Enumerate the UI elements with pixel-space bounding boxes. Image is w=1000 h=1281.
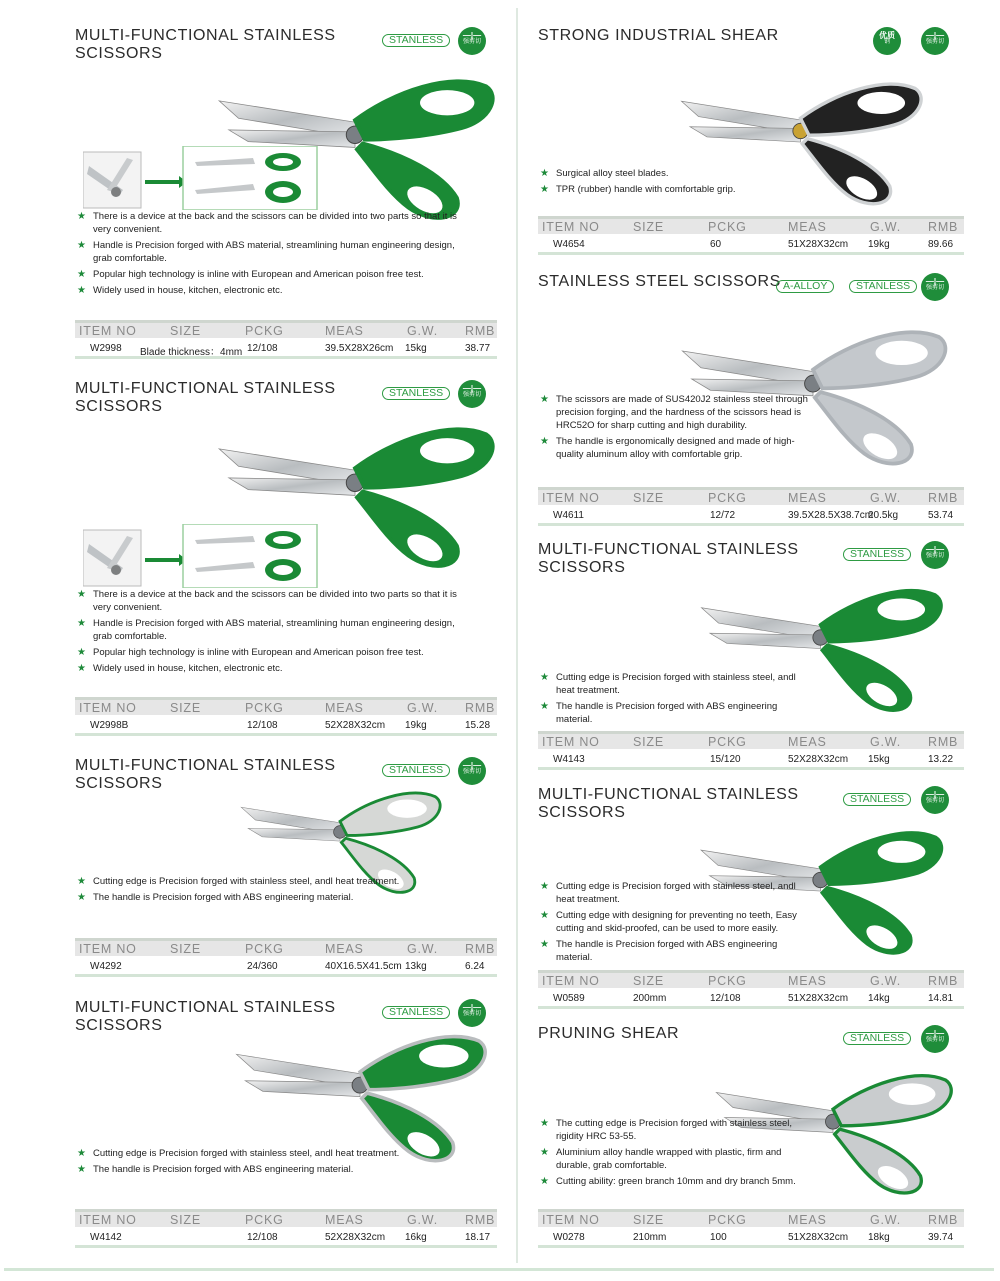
material-badge: STANLESS	[382, 764, 450, 777]
feature-text: The handle is ergonomically designed and made of high-quality aluminum alloy with comfortable grip.	[556, 436, 795, 460]
spec-table	[75, 697, 497, 737]
cell-meas: 52X28X32cm	[325, 720, 386, 731]
logo-caption: 强剪切	[925, 798, 944, 804]
column-header: G.W.	[407, 324, 438, 338]
column-header: ITEM NO	[79, 701, 137, 715]
column-header: MEAS	[325, 701, 364, 715]
cell-gw: 16kg	[405, 1232, 427, 1243]
cell-meas: 39.5X28X26cm	[325, 343, 394, 354]
feature-item	[75, 646, 475, 659]
quality-logo-icon	[921, 1025, 949, 1053]
feature-item	[75, 268, 475, 281]
logo-symbol: —|—	[925, 277, 945, 286]
product-title: MULTI-FUNCTIONAL STAINLESS SCISSORS	[75, 757, 336, 792]
feature-list	[75, 588, 475, 678]
feature-item	[538, 435, 808, 461]
spec-table	[538, 216, 964, 256]
logo-symbol: 优质	[879, 31, 895, 40]
feature-text: Popular high technology is inline with European and American poison free test.	[93, 269, 424, 280]
logo-symbol: —|—	[462, 31, 482, 40]
spec-table-header	[538, 487, 964, 505]
page-bottom-rule	[4, 1268, 994, 1271]
column-header: SIZE	[170, 1213, 201, 1227]
cell-pckg: 12/108	[247, 1232, 278, 1243]
star-bullet-icon: ★	[77, 1148, 86, 1159]
star-bullet-icon: ★	[77, 663, 86, 674]
cell-item: W0278	[553, 1232, 585, 1243]
feature-text: The cutting edge is Precision forged with stainless steel, rigidity HRC 53-55.	[556, 1118, 793, 1142]
cell-rmb: 39.74	[928, 1232, 954, 1243]
logo-caption: 强剪切	[925, 1037, 944, 1043]
column-header: RMB	[928, 735, 959, 749]
feature-text: Cutting edge is Precision forged with stainless steel, andl heat treatment.	[556, 881, 796, 905]
feature-item	[75, 662, 475, 675]
star-bullet-icon: ★	[77, 647, 86, 658]
column-header: G.W.	[870, 220, 901, 234]
column-header: G.W.	[870, 735, 901, 749]
spec-table-row	[75, 1228, 497, 1248]
product-title: MULTI-FUNCTIONAL STAINLESS SCISSORS	[75, 380, 336, 415]
column-header: G.W.	[407, 942, 438, 956]
star-bullet-icon: ★	[540, 910, 549, 921]
star-bullet-icon: ★	[540, 184, 549, 195]
product-title: MULTI-FUNCTIONAL STAINLESS SCISSORS	[538, 786, 799, 821]
star-bullet-icon: ★	[77, 589, 86, 600]
spec-table-header	[538, 970, 964, 988]
column-header: G.W.	[407, 701, 438, 715]
cell-rmb: 53.74	[928, 510, 954, 521]
cell-size: 200mm	[633, 993, 667, 1004]
feature-item	[538, 700, 808, 726]
column-header: ITEM NO	[79, 324, 137, 338]
scissors-product-image	[673, 52, 928, 227]
material-badge: STANLESS	[382, 387, 450, 400]
product-title: MULTI-FUNCTIONAL STAINLESS SCISSORS	[75, 27, 336, 62]
feature-list	[538, 167, 808, 199]
feature-list	[75, 875, 475, 907]
spec-table-row	[538, 750, 964, 770]
feature-item	[538, 1117, 808, 1143]
column-header: RMB	[928, 1213, 959, 1227]
star-bullet-icon: ★	[540, 701, 549, 712]
feature-item	[538, 1146, 808, 1172]
material-badge: STANLESS	[843, 1032, 911, 1045]
material-badge: STANLESS	[843, 548, 911, 561]
column-header: MEAS	[788, 491, 827, 505]
cell-rmb: 89.66	[928, 239, 954, 250]
quality-logo-icon	[458, 27, 486, 55]
spec-table-header	[538, 1209, 964, 1227]
column-header: PCKG	[245, 324, 284, 338]
star-bullet-icon: ★	[540, 881, 549, 892]
feature-item	[75, 891, 475, 904]
material-badge: A-ALLOY	[776, 280, 834, 293]
star-bullet-icon: ★	[540, 394, 549, 405]
column-header: PCKG	[708, 974, 747, 988]
cell-pckg: 12/72	[710, 510, 736, 521]
column-header: ITEM NO	[542, 735, 600, 749]
cell-gw: 13kg	[405, 961, 427, 972]
feature-list	[75, 1147, 475, 1179]
spec-table	[75, 938, 497, 978]
column-header: G.W.	[870, 974, 901, 988]
cell-meas: 51X28X32cm	[788, 993, 849, 1004]
column-header: ITEM NO	[79, 942, 137, 956]
spec-table	[75, 1209, 497, 1249]
feature-text: The handle is Precision forged with ABS engineering material.	[93, 892, 354, 903]
logo-symbol: —|—	[925, 545, 945, 554]
column-header: MEAS	[788, 974, 827, 988]
star-bullet-icon: ★	[77, 892, 86, 903]
feature-text: Handle is Precision forged with ABS material, streamlining human engineering design, grab comfortable.	[93, 240, 455, 264]
column-header: PCKG	[708, 491, 747, 505]
cell-pckg: 12/108	[710, 993, 741, 1004]
star-bullet-icon: ★	[540, 168, 549, 179]
material-badge: STANLESS	[843, 793, 911, 806]
feature-list	[538, 671, 808, 729]
feature-text: There is a device at the back and the scissors can be divided into two parts so that it is very convenient.	[93, 211, 457, 235]
detachable-blades-diagram	[83, 524, 323, 588]
spec-table-row	[538, 989, 964, 1009]
logo-caption: 强剪切	[925, 553, 944, 559]
logo-caption: 强剪切	[925, 39, 944, 45]
cell-meas: 39.5X28.5X38.7cm	[788, 510, 874, 521]
column-header: PCKG	[708, 735, 747, 749]
logo-symbol: —|—	[462, 761, 482, 770]
column-header: SIZE	[170, 701, 201, 715]
column-header: SIZE	[170, 942, 201, 956]
cell-rmb: 15.28	[465, 720, 491, 731]
spec-table-row	[538, 235, 964, 255]
star-bullet-icon: ★	[77, 240, 86, 251]
column-header: MEAS	[325, 324, 364, 338]
logo-symbol: —|—	[925, 1029, 945, 1038]
feature-text: Cutting ability: green branch 10mm and dry branch 5mm.	[556, 1176, 796, 1187]
column-header: PCKG	[708, 1213, 747, 1227]
feature-item	[75, 284, 475, 297]
feature-text: Cutting edge is Precision forged with stainless steel, andl heat treatment.	[93, 876, 400, 887]
feature-text: Surgical alloy steel blades.	[556, 168, 669, 179]
feature-list	[538, 393, 808, 464]
cell-item: W4142	[90, 1232, 122, 1243]
column-header: MEAS	[788, 735, 827, 749]
logo-caption: 强剪切	[462, 392, 481, 398]
quality-logo-icon	[458, 757, 486, 785]
cell-item: W4654	[553, 239, 585, 250]
column-header: ITEM NO	[79, 1213, 137, 1227]
spec-table-row	[538, 1228, 964, 1248]
cell-rmb: 38.77	[465, 343, 491, 354]
logo-symbol: —|—	[462, 1003, 482, 1012]
cell-meas: 51X28X32cm	[788, 1232, 849, 1243]
column-header: G.W.	[870, 491, 901, 505]
cell-pckg: 12/108	[247, 343, 278, 354]
column-header: SIZE	[170, 324, 201, 338]
star-bullet-icon: ★	[77, 876, 86, 887]
feature-text: Widely used in house, kitchen, electronic etc.	[93, 663, 283, 674]
cell-gw: 14kg	[868, 993, 890, 1004]
star-bullet-icon: ★	[540, 672, 549, 683]
star-bullet-icon: ★	[540, 939, 549, 950]
column-header: G.W.	[870, 1213, 901, 1227]
cell-rmb: 6.24	[465, 961, 485, 972]
spec-table-header	[75, 320, 497, 338]
feature-text: Widely used in house, kitchen, electronic etc.	[93, 285, 283, 296]
feature-item	[538, 880, 808, 906]
logo-caption: 钢	[883, 39, 890, 45]
product-title: STAINLESS STEEL SCISSORS	[538, 273, 781, 290]
column-header: SIZE	[633, 735, 664, 749]
detachable-blades-diagram	[83, 146, 323, 210]
feature-list	[538, 880, 808, 967]
column-header: RMB	[465, 324, 496, 338]
column-header: ITEM NO	[542, 974, 600, 988]
feature-text: The handle is Precision forged with ABS engineering material.	[556, 939, 778, 963]
feature-text: Cutting edge with designing for preventing no teeth, Easy cutting and skid-proofed, can be used to more easily.	[556, 910, 797, 934]
column-header: MEAS	[788, 220, 827, 234]
cell-item: W4292	[90, 961, 122, 972]
spec-table-row	[75, 957, 497, 977]
logo-symbol: —|—	[925, 31, 945, 40]
star-bullet-icon: ★	[540, 1176, 549, 1187]
column-header: MEAS	[325, 1213, 364, 1227]
column-header: RMB	[465, 942, 496, 956]
feature-text: Aluminium alloy handle wrapped with plastic, firm and durable, grab comfortable.	[556, 1147, 782, 1171]
column-header: PCKG	[708, 220, 747, 234]
cell-gw: 19kg	[868, 239, 890, 250]
quality-logo-icon	[921, 541, 949, 569]
cell-item: W4143	[553, 754, 585, 765]
cell-gw: 20.5kg	[868, 510, 899, 521]
column-header: SIZE	[633, 220, 664, 234]
spec-table	[538, 1209, 964, 1249]
cell-pckg: 12/108	[247, 720, 278, 731]
cell-gw: 15kg	[405, 343, 427, 354]
column-header: MEAS	[788, 1213, 827, 1227]
feature-text: The handle is Precision forged with ABS engineering material.	[556, 701, 778, 725]
logo-symbol: —|—	[925, 790, 945, 799]
column-header: ITEM NO	[542, 220, 600, 234]
product-title: MULTI-FUNCTIONAL STAINLESS SCISSORS	[538, 541, 799, 576]
spec-table-row	[75, 339, 497, 359]
spec-table	[75, 320, 497, 360]
feature-item	[75, 1147, 475, 1160]
cell-pckg: 100	[710, 1232, 727, 1243]
spec-table	[538, 970, 964, 1010]
feature-text: The scissors are made of SUS420J2 stainless steel through precision forging, and the hardness of the scissors head is HRC52O for sharp cutting and high durability.	[556, 394, 808, 431]
cell-meas: 52X28X32cm	[788, 754, 849, 765]
feature-item	[75, 1163, 475, 1176]
column-header: ITEM NO	[542, 491, 600, 505]
column-header: RMB	[465, 1213, 496, 1227]
feature-text: Handle is Precision forged with ABS material, streamlining human engineering design, grab comfortable.	[93, 618, 455, 642]
spec-table-header	[75, 938, 497, 956]
spec-table-row	[538, 506, 964, 526]
star-bullet-icon: ★	[540, 1147, 549, 1158]
column-header: PCKG	[245, 1213, 284, 1227]
cell-item: W2998	[90, 343, 122, 354]
cell-item: W2998B	[90, 720, 129, 731]
star-bullet-icon: ★	[77, 211, 86, 222]
column-header: G.W.	[407, 1213, 438, 1227]
feature-text: Cutting edge is Precision forged with stainless steel, andl heat treatment.	[93, 1148, 400, 1159]
cell-size: 210mm	[633, 1232, 667, 1243]
quality-logo-icon	[921, 27, 949, 55]
column-header: PCKG	[245, 942, 284, 956]
feature-text: The handle is Precision forged with ABS engineering material.	[93, 1164, 354, 1175]
feature-item	[75, 239, 475, 265]
column-header: MEAS	[325, 942, 364, 956]
material-badge: STANLESS	[382, 1006, 450, 1019]
cell-rmb: 13.22	[928, 754, 954, 765]
feature-text: There is a device at the back and the scissors can be divided into two parts so that it is very convenient.	[93, 589, 457, 613]
feature-list	[75, 210, 475, 300]
spec-table	[538, 487, 964, 527]
star-bullet-icon: ★	[540, 1118, 549, 1129]
quality-logo-icon	[458, 380, 486, 408]
column-header: RMB	[928, 974, 959, 988]
cell-pckg: 60	[710, 239, 722, 250]
star-bullet-icon: ★	[77, 1164, 86, 1175]
feature-item	[538, 1175, 808, 1188]
feature-item	[538, 393, 808, 432]
product-title: PRUNING SHEAR	[538, 1025, 680, 1042]
logo-caption: 强剪切	[925, 285, 944, 291]
feature-text: TPR (rubber) handle with comfortable grip.	[556, 184, 736, 195]
cell-pckg: 24/360	[247, 961, 278, 972]
column-header: SIZE	[633, 491, 664, 505]
cell-meas: 51X28X32cm	[788, 239, 849, 250]
feature-item	[538, 671, 808, 697]
feature-item	[538, 938, 808, 964]
feature-text: Popular high technology is inline with European and American poison free test.	[93, 647, 424, 658]
quality-logo-icon	[921, 273, 949, 301]
feature-item	[538, 167, 808, 180]
feature-item	[75, 617, 475, 643]
feature-item	[75, 210, 475, 236]
quality-logo-icon	[873, 27, 901, 55]
cell-pckg: 15/120	[710, 754, 741, 765]
star-bullet-icon: ★	[77, 618, 86, 629]
product-title: STRONG INDUSTRIAL SHEAR	[538, 27, 779, 44]
cell-gw: 15kg	[868, 754, 890, 765]
column-header: PCKG	[245, 701, 284, 715]
column-header: SIZE	[633, 1213, 664, 1227]
quality-logo-icon	[921, 786, 949, 814]
column-divider	[516, 8, 518, 1263]
feature-item	[75, 875, 475, 888]
cell-gw: 18kg	[868, 1232, 890, 1243]
spec-table-header	[538, 216, 964, 234]
star-bullet-icon: ★	[540, 436, 549, 447]
cell-gw: 19kg	[405, 720, 427, 731]
column-header: RMB	[928, 220, 959, 234]
cell-item: W0589	[553, 993, 585, 1004]
column-header: RMB	[928, 491, 959, 505]
column-header: SIZE	[633, 974, 664, 988]
cell-size: Blade thickness：4mm	[140, 347, 243, 358]
product-title: MULTI-FUNCTIONAL STAINLESS SCISSORS	[75, 999, 336, 1034]
spec-table-header	[75, 1209, 497, 1227]
feature-text: Cutting edge is Precision forged with stainless steel, andl heat treatment.	[556, 672, 796, 696]
spec-table-header	[538, 731, 964, 749]
feature-item	[538, 183, 808, 196]
cell-rmb: 14.81	[928, 993, 954, 1004]
feature-item	[75, 588, 475, 614]
cell-meas: 40X16.5X41.5cm	[325, 961, 402, 972]
logo-caption: 强剪切	[462, 1011, 481, 1017]
column-header: ITEM NO	[542, 1213, 600, 1227]
cell-item: W4611	[553, 510, 584, 521]
spec-table-header	[75, 697, 497, 715]
cell-rmb: 18.17	[465, 1232, 491, 1243]
spec-table	[538, 731, 964, 771]
material-badge: STANLESS	[382, 34, 450, 47]
logo-symbol: —|—	[462, 384, 482, 393]
material-badge: STANLESS	[849, 280, 917, 293]
star-bullet-icon: ★	[77, 269, 86, 280]
feature-item	[538, 909, 808, 935]
star-bullet-icon: ★	[77, 285, 86, 296]
logo-caption: 强剪切	[462, 769, 481, 775]
cell-meas: 52X28X32cm	[325, 1232, 386, 1243]
column-header: RMB	[465, 701, 496, 715]
feature-list	[538, 1117, 808, 1191]
spec-table-row	[75, 716, 497, 736]
logo-caption: 强剪切	[462, 39, 481, 45]
